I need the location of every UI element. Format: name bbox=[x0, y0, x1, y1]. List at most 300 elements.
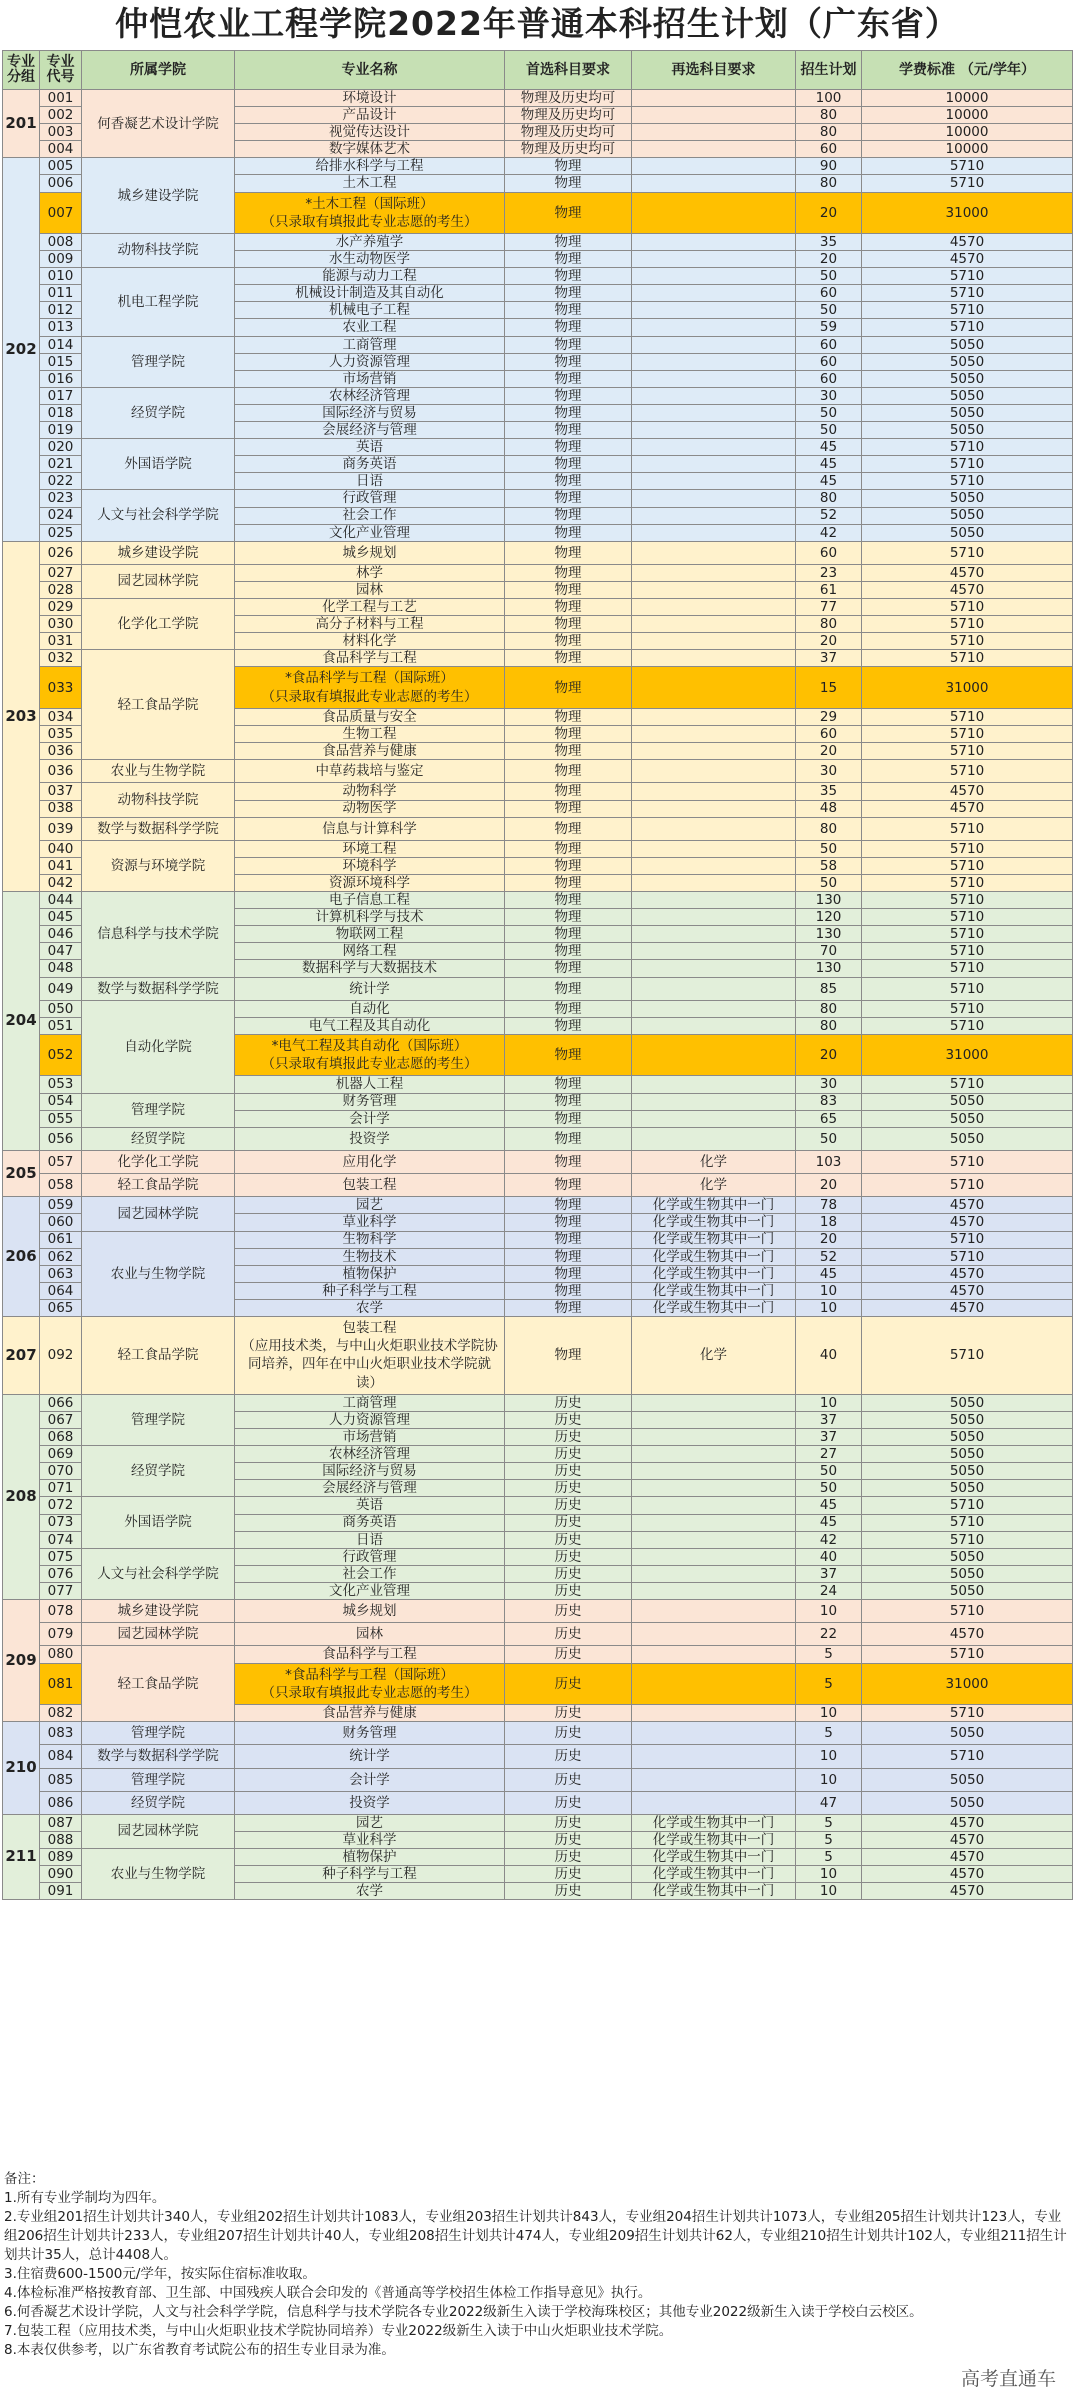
major-name: 环境工程 bbox=[235, 840, 505, 857]
quota: 60 bbox=[796, 285, 862, 302]
second-subject: 化学 bbox=[632, 1317, 796, 1395]
major-code: 033 bbox=[40, 667, 82, 708]
first-subject: 物理 bbox=[505, 926, 632, 943]
major-name: 园林 bbox=[235, 582, 505, 599]
tuition: 5710 bbox=[862, 1600, 1073, 1623]
tuition: 5710 bbox=[862, 1174, 1073, 1197]
second-subject: 化学 bbox=[632, 1174, 796, 1197]
quota: 20 bbox=[796, 251, 862, 268]
major-name: 机械设计制造及其自动化 bbox=[235, 285, 505, 302]
major-code: 002 bbox=[40, 107, 82, 124]
quota: 5 bbox=[796, 1646, 862, 1663]
major-name: 市场营销 bbox=[235, 370, 505, 387]
quota: 50 bbox=[796, 875, 862, 892]
first-subject: 历史 bbox=[505, 1565, 632, 1582]
note-line: 7.包装工程（应用技术类，与中山火炬职业技术学院协同培养）专业2022级新生入读于中山火炬职业技术学院。 bbox=[4, 2323, 673, 2339]
second-subject: 化学或生物其中一门 bbox=[632, 1866, 796, 1883]
first-subject: 物理 bbox=[505, 708, 632, 725]
major-code: 016 bbox=[40, 370, 82, 387]
second-subject bbox=[632, 1663, 796, 1704]
quota: 5 bbox=[796, 1663, 862, 1704]
major-code: 057 bbox=[40, 1150, 82, 1173]
second-subject bbox=[632, 708, 796, 725]
second-subject bbox=[632, 926, 796, 943]
first-subject: 物理 bbox=[505, 1282, 632, 1299]
college-name: 动物科技学院 bbox=[82, 783, 235, 817]
major-code: 029 bbox=[40, 599, 82, 616]
second-subject bbox=[632, 1722, 796, 1745]
college-name: 人文与社会科学学院 bbox=[82, 490, 235, 541]
major-name: 社会工作 bbox=[235, 1565, 505, 1582]
group-code: 209 bbox=[3, 1600, 40, 1722]
major-name: 工商管理 bbox=[235, 1394, 505, 1411]
tuition: 10000 bbox=[862, 141, 1073, 158]
table-row bbox=[3, 158, 1073, 175]
first-subject: 历史 bbox=[505, 1582, 632, 1599]
table-row bbox=[3, 599, 1073, 616]
major-name: 财务管理 bbox=[235, 1722, 505, 1745]
watermark: 高考直通车 bbox=[960, 2368, 1056, 2390]
quota: 42 bbox=[796, 524, 862, 541]
quota: 42 bbox=[796, 1531, 862, 1548]
major-name: 投资学 bbox=[235, 1791, 505, 1814]
major-code: 028 bbox=[40, 582, 82, 599]
major-code: 046 bbox=[40, 926, 82, 943]
quota: 61 bbox=[796, 582, 862, 599]
tuition: 4570 bbox=[862, 251, 1073, 268]
tuition: 5050 bbox=[862, 353, 1073, 370]
table-row bbox=[3, 1127, 1073, 1150]
tuition: 5710 bbox=[862, 1231, 1073, 1248]
tuition: 5050 bbox=[862, 524, 1073, 541]
major-name: 资源环境科学 bbox=[235, 875, 505, 892]
major-code: 001 bbox=[40, 90, 82, 107]
tuition: 5710 bbox=[862, 726, 1073, 743]
major-name: 食品质量与安全 bbox=[235, 708, 505, 725]
major-name: 文化产业管理 bbox=[235, 1582, 505, 1599]
table-row bbox=[3, 840, 1073, 857]
major-name: 产品设计 bbox=[235, 107, 505, 124]
major-code: 037 bbox=[40, 783, 82, 800]
college-name: 轻工食品学院 bbox=[82, 1317, 235, 1395]
college-name: 轻工食品学院 bbox=[82, 650, 235, 760]
table-row bbox=[3, 1231, 1073, 1248]
major-code: 075 bbox=[40, 1548, 82, 1565]
major-name: 水产养殖学 bbox=[235, 234, 505, 251]
quota: 10 bbox=[796, 1745, 862, 1768]
quota: 18 bbox=[796, 1214, 862, 1231]
quota: 78 bbox=[796, 1197, 862, 1214]
college-name: 管理学院 bbox=[82, 1093, 235, 1127]
note-line: 8.本表仅供参考，以广东省教育考试院公布的招生专业目录为准。 bbox=[4, 2342, 395, 2358]
note-line: 2.专业组201招生计划共计340人，专业组202招生计划共计1083人，专业组203招生计划共计843人，专业组204招生计划共计1073人，专业组205招生计划共计123人，专业组206招生计划共计233人，专业组207招生计划共计40人，专业组208招生计划共计474人，专业组209招生计划共计62人，专业组210招生计划共计102人，专业组211招生计划共计35人，总计4408人。 bbox=[4, 2209, 1067, 2263]
major-name: 农学 bbox=[235, 1883, 505, 1900]
major-name: 农林经济管理 bbox=[235, 1446, 505, 1463]
first-subject: 物理 bbox=[505, 524, 632, 541]
first-subject: 物理 bbox=[505, 564, 632, 581]
quota: 52 bbox=[796, 1248, 862, 1265]
first-subject: 历史 bbox=[505, 1548, 632, 1565]
first-subject: 物理 bbox=[505, 473, 632, 490]
major-code: 015 bbox=[40, 353, 82, 370]
first-subject: 物理 bbox=[505, 582, 632, 599]
first-subject: 历史 bbox=[505, 1768, 632, 1791]
major-name: 动物科学 bbox=[235, 783, 505, 800]
college-name: 化学化工学院 bbox=[82, 1150, 235, 1173]
first-subject: 历史 bbox=[505, 1446, 632, 1463]
major-code: 048 bbox=[40, 960, 82, 977]
quota: 103 bbox=[796, 1150, 862, 1173]
major-code: 025 bbox=[40, 524, 82, 541]
table-row bbox=[3, 234, 1073, 251]
tuition: 5710 bbox=[862, 817, 1073, 840]
college-name: 人文与社会科学学院 bbox=[82, 1548, 235, 1599]
major-name: 英语 bbox=[235, 1497, 505, 1514]
college-name: 管理学院 bbox=[82, 1394, 235, 1445]
college-name: 城乡建设学院 bbox=[82, 1600, 235, 1623]
major-code: 044 bbox=[40, 892, 82, 909]
tuition: 5710 bbox=[862, 960, 1073, 977]
second-subject bbox=[632, 456, 796, 473]
tuition: 5710 bbox=[862, 158, 1073, 175]
second-subject bbox=[632, 192, 796, 233]
first-subject: 历史 bbox=[505, 1704, 632, 1721]
first-subject: 物理 bbox=[505, 490, 632, 507]
tuition: 5710 bbox=[862, 1017, 1073, 1034]
major-name: 数据科学与大数据技术 bbox=[235, 960, 505, 977]
tuition: 5710 bbox=[862, 857, 1073, 874]
major-code: 014 bbox=[40, 336, 82, 353]
second-subject: 化学或生物其中一门 bbox=[632, 1883, 796, 1900]
first-subject: 历史 bbox=[505, 1646, 632, 1663]
second-subject bbox=[632, 1548, 796, 1565]
college-name: 农业与生物学院 bbox=[82, 1849, 235, 1900]
quota: 80 bbox=[796, 817, 862, 840]
second-subject bbox=[632, 564, 796, 581]
table-row bbox=[3, 1745, 1073, 1768]
college-name: 轻工食品学院 bbox=[82, 1646, 235, 1722]
quota: 20 bbox=[796, 1231, 862, 1248]
second-subject: 化学或生物其中一门 bbox=[632, 1299, 796, 1316]
second-subject bbox=[632, 1017, 796, 1034]
group-code: 201 bbox=[3, 90, 40, 158]
second-subject bbox=[632, 1127, 796, 1150]
second-subject: 化学或生物其中一门 bbox=[632, 1832, 796, 1849]
quota: 52 bbox=[796, 507, 862, 524]
second-subject bbox=[632, 473, 796, 490]
table-row bbox=[3, 1600, 1073, 1623]
major-code: 071 bbox=[40, 1480, 82, 1497]
tuition: 5050 bbox=[862, 1565, 1073, 1582]
tuition: 4570 bbox=[862, 1265, 1073, 1282]
first-subject: 物理 bbox=[505, 1150, 632, 1173]
tuition: 5050 bbox=[862, 1463, 1073, 1480]
first-subject: 物理 bbox=[505, 800, 632, 817]
table-row bbox=[3, 387, 1073, 404]
tuition: 5710 bbox=[862, 175, 1073, 192]
second-subject bbox=[632, 422, 796, 439]
first-subject: 物理 bbox=[505, 234, 632, 251]
first-subject: 物理 bbox=[505, 909, 632, 926]
quota: 5 bbox=[796, 1849, 862, 1866]
tuition: 5710 bbox=[862, 1514, 1073, 1531]
first-subject: 物理及历史均可 bbox=[505, 141, 632, 158]
header-quota: 招生计划 bbox=[796, 51, 862, 90]
tuition: 5050 bbox=[862, 1394, 1073, 1411]
quota: 10 bbox=[796, 1704, 862, 1721]
major-name: 给排水科学与工程 bbox=[235, 158, 505, 175]
college-name: 城乡建设学院 bbox=[82, 541, 235, 564]
second-subject bbox=[632, 1745, 796, 1768]
major-name: 农学 bbox=[235, 1299, 505, 1316]
tuition: 5050 bbox=[862, 1791, 1073, 1814]
tuition: 5710 bbox=[862, 1704, 1073, 1721]
college-name: 城乡建设学院 bbox=[82, 158, 235, 234]
quota: 22 bbox=[796, 1623, 862, 1646]
major-code: 053 bbox=[40, 1076, 82, 1093]
major-code: 030 bbox=[40, 616, 82, 633]
major-code: 008 bbox=[40, 234, 82, 251]
first-subject: 物理 bbox=[505, 857, 632, 874]
quota: 29 bbox=[796, 708, 862, 725]
major-code: 017 bbox=[40, 387, 82, 404]
tuition: 31000 bbox=[862, 1663, 1073, 1704]
second-subject bbox=[632, 302, 796, 319]
college-name: 外国语学院 bbox=[82, 1497, 235, 1548]
major-code: 059 bbox=[40, 1197, 82, 1214]
quota: 70 bbox=[796, 943, 862, 960]
table-row bbox=[3, 760, 1073, 783]
major-code: 051 bbox=[40, 1017, 82, 1034]
college-name: 园艺园林学院 bbox=[82, 564, 235, 598]
tuition: 5710 bbox=[862, 599, 1073, 616]
table-row bbox=[3, 817, 1073, 840]
major-code: 042 bbox=[40, 875, 82, 892]
quota: 120 bbox=[796, 909, 862, 926]
second-subject bbox=[632, 817, 796, 840]
second-subject bbox=[632, 1600, 796, 1623]
first-subject: 物理 bbox=[505, 1110, 632, 1127]
major-name: 农业工程 bbox=[235, 319, 505, 336]
table-row bbox=[3, 90, 1073, 107]
major-name: 高分子材料与工程 bbox=[235, 616, 505, 633]
tuition: 10000 bbox=[862, 90, 1073, 107]
tuition: 5710 bbox=[862, 926, 1073, 943]
major-code: 045 bbox=[40, 909, 82, 926]
quota: 24 bbox=[796, 1582, 862, 1599]
major-code: 034 bbox=[40, 708, 82, 725]
major-code: 069 bbox=[40, 1446, 82, 1463]
second-subject bbox=[632, 667, 796, 708]
second-subject bbox=[632, 1514, 796, 1531]
major-code: 010 bbox=[40, 268, 82, 285]
major-name: 数字媒体艺术 bbox=[235, 141, 505, 158]
major-name: 中草药栽培与鉴定 bbox=[235, 760, 505, 783]
quota: 47 bbox=[796, 1791, 862, 1814]
first-subject: 物理 bbox=[505, 1197, 632, 1214]
major-name: 日语 bbox=[235, 1531, 505, 1548]
first-subject: 物理 bbox=[505, 599, 632, 616]
tuition: 5710 bbox=[862, 892, 1073, 909]
first-subject: 物理 bbox=[505, 726, 632, 743]
college-name: 化学化工学院 bbox=[82, 599, 235, 650]
major-name: 商务英语 bbox=[235, 1514, 505, 1531]
major-name: 化学工程与工艺 bbox=[235, 599, 505, 616]
major-code: 022 bbox=[40, 473, 82, 490]
first-subject: 物理 bbox=[505, 633, 632, 650]
college-name: 管理学院 bbox=[82, 336, 235, 387]
major-code: 021 bbox=[40, 456, 82, 473]
table-row bbox=[3, 439, 1073, 456]
tuition: 4570 bbox=[862, 800, 1073, 817]
table-row bbox=[3, 1814, 1073, 1831]
group-code: 206 bbox=[3, 1197, 40, 1317]
major-code: 041 bbox=[40, 857, 82, 874]
tuition: 4570 bbox=[862, 1214, 1073, 1231]
tuition: 5710 bbox=[862, 1317, 1073, 1395]
tuition: 5050 bbox=[862, 1110, 1073, 1127]
second-subject bbox=[632, 234, 796, 251]
major-name: 园艺 bbox=[235, 1197, 505, 1214]
second-subject bbox=[632, 1000, 796, 1017]
first-subject: 物理 bbox=[505, 285, 632, 302]
major-code: 049 bbox=[40, 977, 82, 1000]
second-subject: 化学或生物其中一门 bbox=[632, 1248, 796, 1265]
tuition: 4570 bbox=[862, 1299, 1073, 1316]
major-name: 物联网工程 bbox=[235, 926, 505, 943]
college-name: 何香凝艺术设计学院 bbox=[82, 90, 235, 158]
tuition: 5710 bbox=[862, 909, 1073, 926]
major-code: 087 bbox=[40, 1814, 82, 1831]
college-name: 自动化学院 bbox=[82, 1000, 235, 1093]
college-name: 数学与数据科学学院 bbox=[82, 977, 235, 1000]
second-subject bbox=[632, 1480, 796, 1497]
major-name: 计算机科学与技术 bbox=[235, 909, 505, 926]
college-name: 园艺园林学院 bbox=[82, 1814, 235, 1848]
tuition: 5710 bbox=[862, 977, 1073, 1000]
major-name: 城乡规划 bbox=[235, 541, 505, 564]
note-line: 6.何香凝艺术设计学院，人文与社会科学学院，信息科学与技术学院各专业2022级新生入读于学校海珠校区；其他专业2022级新生入读于学校白云校区。 bbox=[4, 2304, 923, 2320]
group-code: 211 bbox=[3, 1814, 40, 1899]
major-code: 067 bbox=[40, 1411, 82, 1428]
header-second-subject: 再选科目要求 bbox=[632, 51, 796, 90]
major-code: 082 bbox=[40, 1704, 82, 1721]
first-subject: 物理 bbox=[505, 439, 632, 456]
first-subject: 物理 bbox=[505, 783, 632, 800]
quota: 45 bbox=[796, 456, 862, 473]
first-subject: 物理 bbox=[505, 1231, 632, 1248]
tuition: 5710 bbox=[862, 1531, 1073, 1548]
second-subject bbox=[632, 158, 796, 175]
second-subject: 化学 bbox=[632, 1150, 796, 1173]
second-subject bbox=[632, 1394, 796, 1411]
major-name: 生物科学 bbox=[235, 1231, 505, 1248]
second-subject bbox=[632, 387, 796, 404]
first-subject: 物理 bbox=[505, 175, 632, 192]
quota: 130 bbox=[796, 926, 862, 943]
quota: 10 bbox=[796, 1883, 862, 1900]
tuition: 5710 bbox=[862, 1745, 1073, 1768]
major-code: 020 bbox=[40, 439, 82, 456]
quota: 77 bbox=[796, 599, 862, 616]
note-line: 4.体检标准严格按教育部、卫生部、中国残疾人联合会印发的《普通高等学校招生体检工作指导意见》执行。 bbox=[4, 2285, 652, 2301]
major-name: 会计学 bbox=[235, 1110, 505, 1127]
quota: 48 bbox=[796, 800, 862, 817]
table-row bbox=[3, 1623, 1073, 1646]
major-code: 005 bbox=[40, 158, 82, 175]
major-name: 环境设计 bbox=[235, 90, 505, 107]
tuition: 4570 bbox=[862, 1197, 1073, 1214]
first-subject: 历史 bbox=[505, 1849, 632, 1866]
major-name: 应用化学 bbox=[235, 1150, 505, 1173]
tuition: 31000 bbox=[862, 192, 1073, 233]
table-row bbox=[3, 1150, 1073, 1173]
table-row bbox=[3, 1093, 1073, 1110]
second-subject: 化学或生物其中一门 bbox=[632, 1197, 796, 1214]
first-subject: 物理 bbox=[505, 892, 632, 909]
major-code: 018 bbox=[40, 404, 82, 421]
major-name: 种子科学与工程 bbox=[235, 1866, 505, 1883]
quota: 27 bbox=[796, 1446, 862, 1463]
tuition: 5710 bbox=[862, 840, 1073, 857]
tuition: 5050 bbox=[862, 1722, 1073, 1745]
major-name: 工商管理 bbox=[235, 336, 505, 353]
table-row bbox=[3, 1174, 1073, 1197]
second-subject: 化学或生物其中一门 bbox=[632, 1282, 796, 1299]
major-name: 行政管理 bbox=[235, 1548, 505, 1565]
major-code: 065 bbox=[40, 1299, 82, 1316]
notes-section bbox=[4, 2170, 1068, 2360]
table-row bbox=[3, 892, 1073, 909]
major-name: 国际经济与贸易 bbox=[235, 1463, 505, 1480]
second-subject bbox=[632, 353, 796, 370]
first-subject: 物理 bbox=[505, 336, 632, 353]
second-subject bbox=[632, 1768, 796, 1791]
major-name: 投资学 bbox=[235, 1127, 505, 1150]
table-header-row bbox=[3, 51, 1073, 90]
quota: 80 bbox=[796, 1000, 862, 1017]
major-name: 统计学 bbox=[235, 977, 505, 1000]
tuition: 5050 bbox=[862, 1429, 1073, 1446]
second-subject bbox=[632, 404, 796, 421]
tuition: 5710 bbox=[862, 456, 1073, 473]
table-row bbox=[3, 1394, 1073, 1411]
tuition: 5050 bbox=[862, 404, 1073, 421]
quota: 60 bbox=[796, 353, 862, 370]
tuition: 5710 bbox=[862, 616, 1073, 633]
tuition: 5050 bbox=[862, 1093, 1073, 1110]
quota: 90 bbox=[796, 158, 862, 175]
major-name: 农林经济管理 bbox=[235, 387, 505, 404]
second-subject bbox=[632, 650, 796, 667]
major-name: 人力资源管理 bbox=[235, 1411, 505, 1428]
major-code: 085 bbox=[40, 1768, 82, 1791]
major-code: 083 bbox=[40, 1722, 82, 1745]
major-name: 土木工程 bbox=[235, 175, 505, 192]
tuition: 5710 bbox=[862, 650, 1073, 667]
major-code: 019 bbox=[40, 422, 82, 439]
tuition: 4570 bbox=[862, 1623, 1073, 1646]
first-subject: 历史 bbox=[505, 1832, 632, 1849]
major-name: *食品科学与工程（国际班） （只录取有填报此专业志愿的考生） bbox=[235, 1663, 505, 1704]
first-subject: 物理 bbox=[505, 817, 632, 840]
first-subject: 物理 bbox=[505, 1214, 632, 1231]
quota: 60 bbox=[796, 336, 862, 353]
second-subject bbox=[632, 524, 796, 541]
major-code: 081 bbox=[40, 1663, 82, 1704]
major-code: 013 bbox=[40, 319, 82, 336]
second-subject: 化学或生物其中一门 bbox=[632, 1849, 796, 1866]
